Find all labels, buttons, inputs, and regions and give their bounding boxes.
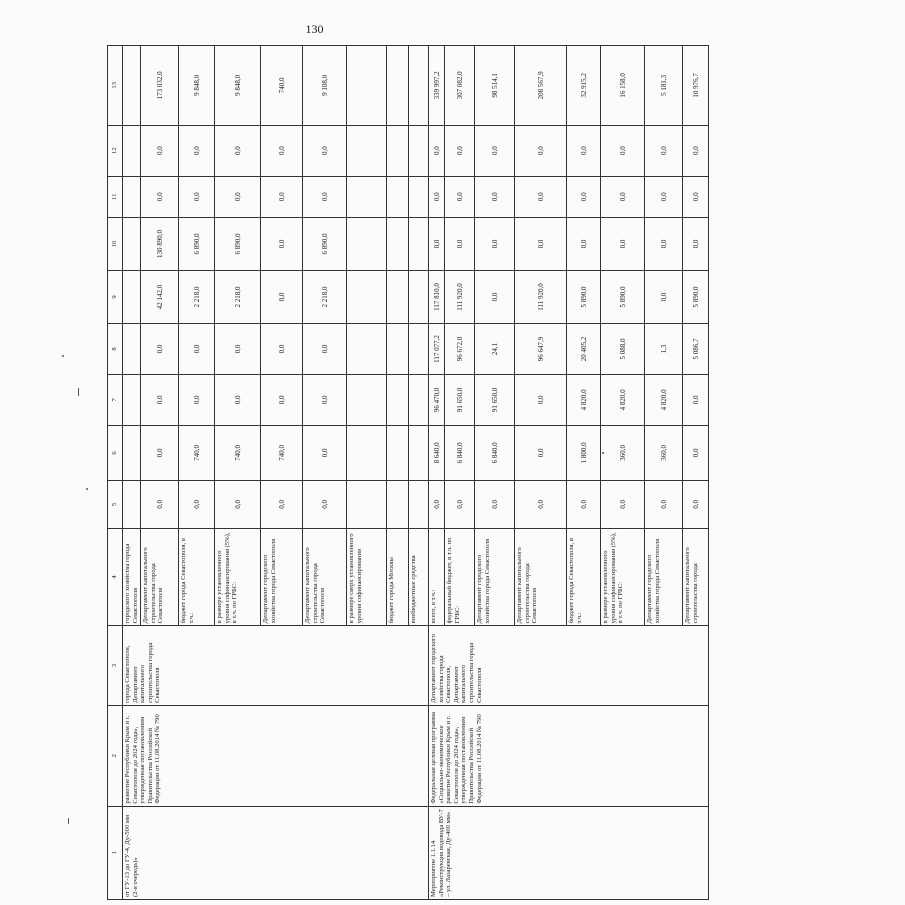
value-cell (409, 480, 429, 528)
value-cell (347, 425, 387, 480)
header-cell: 13 (108, 46, 123, 126)
table-cell-c1: Мероприятие 1.1.14 «Реконструкция водовода ВУ-7 – ул. Лазаревская, Ду-400 мм» (429, 806, 709, 899)
value-cell: 96 672,0 (445, 324, 475, 375)
value-cell (409, 425, 429, 480)
value-cell: 0,0 (567, 176, 601, 217)
value-cell (387, 176, 409, 217)
value-cell: 98 514,1 (475, 46, 515, 126)
value-cell: 0,0 (515, 480, 567, 528)
value-cell: 0,0 (601, 217, 645, 270)
header-cell: 7 (108, 374, 123, 425)
value-cell: 1,3 (645, 324, 683, 375)
value-cell: 0,0 (515, 176, 567, 217)
value-cell: 0,0 (303, 480, 347, 528)
value-cell (123, 46, 141, 126)
value-cell (409, 176, 429, 217)
value-cell: 96 647,9 (515, 324, 567, 375)
value-cell: 0,0 (683, 374, 709, 425)
value-cell: 0,0 (567, 125, 601, 176)
value-cell (123, 324, 141, 375)
value-cell (123, 374, 141, 425)
value-cell: 117 810,0 (429, 270, 445, 323)
funding-source-cell: Департамент капитального строительства города Севастополя (141, 528, 179, 626)
value-cell: 5 890,0 (601, 270, 645, 323)
header-cell: 9 (108, 270, 123, 323)
value-cell: 0,0 (261, 176, 303, 217)
header-cell: 11 (108, 176, 123, 217)
header-cell: 5 (108, 480, 123, 528)
value-cell: 0,0 (515, 125, 567, 176)
value-cell: 0,0 (261, 217, 303, 270)
funding-source-cell: в размере установленного уровня софинансирования (5%), в т.ч. по ГРБС: (601, 528, 645, 626)
value-cell: 6 840,0 (445, 425, 475, 480)
value-cell: 24,1 (475, 324, 515, 375)
value-cell: 9 108,0 (303, 46, 347, 126)
value-cell: 1 800,0 (567, 425, 601, 480)
value-cell: 0,0 (303, 324, 347, 375)
table-cell-c3: города Севастополя, Департамент капитального строительства города Севастополя (123, 626, 429, 706)
value-cell: 0,0 (141, 425, 179, 480)
value-cell (123, 176, 141, 217)
value-cell: 5 086,7 (683, 324, 709, 375)
value-cell: 0,0 (601, 480, 645, 528)
header-row (108, 46, 123, 900)
value-cell: 0,0 (515, 425, 567, 480)
value-cell: 0,0 (261, 374, 303, 425)
value-cell: 360,0 (645, 425, 683, 480)
value-cell: 173 032,0 (141, 46, 179, 126)
value-cell: 20 405,2 (567, 324, 601, 375)
value-cell: 0,0 (645, 270, 683, 323)
value-cell (409, 46, 429, 126)
funding-source-cell: бюджет города Москвы (387, 528, 409, 626)
value-cell: 6 890,0 (303, 217, 347, 270)
value-cell: 91 650,0 (445, 374, 475, 425)
value-cell: 0,0 (261, 125, 303, 176)
value-cell: 0,0 (141, 324, 179, 375)
funding-source-cell: внебюджетные средства (409, 528, 429, 626)
value-cell: 111 920,0 (445, 270, 475, 323)
value-cell: 0,0 (645, 125, 683, 176)
table-row (123, 46, 141, 900)
header-cell: 4 (108, 528, 123, 626)
value-cell: 0,0 (141, 480, 179, 528)
funding-source-cell: Департамент городского хозяйства города Севастополя (645, 528, 683, 626)
value-cell: 0,0 (215, 374, 261, 425)
value-cell (387, 374, 409, 425)
value-cell: 0,0 (429, 176, 445, 217)
value-cell: 4 820,0 (601, 374, 645, 425)
value-cell: 130 890,0 (141, 217, 179, 270)
value-cell (347, 176, 387, 217)
value-cell: 0,0 (475, 480, 515, 528)
value-cell: 740,0 (179, 425, 215, 480)
value-cell: 0,0 (303, 125, 347, 176)
funding-source-cell: в размере установленного уровня софинансирования (5%), в т.ч. по ГРБС: (215, 528, 261, 626)
value-cell: 0,0 (179, 125, 215, 176)
value-cell: 2 218,0 (215, 270, 261, 323)
value-cell (123, 125, 141, 176)
value-cell: 0,0 (445, 217, 475, 270)
value-cell: 0,0 (515, 374, 567, 425)
value-cell: 0,0 (683, 125, 709, 176)
value-cell: 0,0 (475, 176, 515, 217)
value-cell (387, 480, 409, 528)
value-cell: 0,0 (429, 480, 445, 528)
value-cell: 0,0 (567, 480, 601, 528)
value-cell: 9 848,0 (215, 46, 261, 126)
value-cell (347, 374, 387, 425)
value-cell (387, 425, 409, 480)
table-cell-c3: Департамент городского хозяйства города Севастополя, Департамент капитального строительства города Севастополя (429, 626, 709, 706)
scan-speck (86, 488, 88, 490)
value-cell: 0,0 (179, 374, 215, 425)
value-cell: 2 218,0 (303, 270, 347, 323)
value-cell: 91 650,0 (475, 374, 515, 425)
value-cell (409, 125, 429, 176)
header-cell: 6 (108, 425, 123, 480)
funding-source-cell: городского хозяйства города Севастополя (123, 528, 141, 626)
value-cell: 0,0 (261, 270, 303, 323)
value-cell (123, 217, 141, 270)
value-cell: 0,0 (179, 176, 215, 217)
value-cell: 5 890,0 (683, 270, 709, 323)
value-cell: 0,0 (645, 217, 683, 270)
value-cell (347, 270, 387, 323)
value-cell: 0,0 (179, 480, 215, 528)
value-cell: 9 848,0 (179, 46, 215, 126)
value-cell: 360,0 (601, 425, 645, 480)
scan-speck (68, 818, 69, 824)
funding-source-cell: бюджет города Севастополя, в т.ч.: (567, 528, 601, 626)
funding-source-cell: в размере сверх установленного уровня софинансирования (347, 528, 387, 626)
value-cell (409, 324, 429, 375)
value-cell (387, 46, 409, 126)
value-cell: 96 470,0 (429, 374, 445, 425)
value-cell: 0,0 (179, 324, 215, 375)
value-cell: 740,0 (261, 46, 303, 126)
value-cell (347, 46, 387, 126)
table-cell-c2: развитие Республики Крым и г. Севастополя до 2024 года», утвержденная постановлением Правительства Российской Федерации от 11.08.2014 № 790 (123, 705, 429, 806)
value-cell: 0,0 (475, 270, 515, 323)
value-cell (347, 217, 387, 270)
value-cell: 307 082,0 (445, 46, 475, 126)
value-cell: 0,0 (515, 217, 567, 270)
value-cell: 339 997,2 (429, 46, 445, 126)
value-cell (409, 374, 429, 425)
funding-source-cell: Департамент городского хозяйства города Севастополя (475, 528, 515, 626)
value-cell: 0,0 (445, 176, 475, 217)
value-cell: 6 890,0 (215, 217, 261, 270)
value-cell: 5 181,3 (645, 46, 683, 126)
value-cell: 32 915,2 (567, 46, 601, 126)
funding-source-cell: всего, в т.ч.: (429, 528, 445, 626)
header-cell: 8 (108, 324, 123, 375)
funding-source-cell: Департамент городского хозяйства города Севастополя (261, 528, 303, 626)
value-cell: 0,0 (141, 374, 179, 425)
table-row (429, 46, 445, 900)
value-cell (387, 270, 409, 323)
value-cell: 208 567,9 (515, 46, 567, 126)
value-cell: 8 640,0 (429, 425, 445, 480)
value-cell: 5 890,0 (567, 270, 601, 323)
value-cell: 2 218,0 (179, 270, 215, 323)
value-cell: 0,0 (445, 480, 475, 528)
value-cell: 0,0 (445, 125, 475, 176)
value-cell: 0,0 (141, 125, 179, 176)
value-cell: 6 890,0 (179, 217, 215, 270)
value-cell (347, 324, 387, 375)
value-cell: 16 158,0 (601, 46, 645, 126)
value-cell: 0,0 (645, 176, 683, 217)
scan-speck (78, 388, 79, 396)
value-cell: 6 840,0 (475, 425, 515, 480)
value-cell: 740,0 (261, 425, 303, 480)
value-cell: 0,0 (303, 425, 347, 480)
value-cell: 0,0 (683, 217, 709, 270)
value-cell: 0,0 (215, 324, 261, 375)
value-cell (123, 425, 141, 480)
table-cell-c1: от ГУ-13 до ГУ-4, Ду-500 мм (2-я очередь)» (123, 806, 429, 899)
financing-table (107, 45, 709, 900)
value-cell: 740,0 (215, 425, 261, 480)
value-cell: 111 920,0 (515, 270, 567, 323)
value-cell: 0,0 (567, 217, 601, 270)
table-cell-c2: Федеральная целевая программа «Социально-экономическое развитие Республики Крым и г. Севастополя до 2024 года», утвержденная постановлением Правительства Российской Федерации от 11.08.2014 № 790 (429, 705, 709, 806)
value-cell: 0,0 (645, 480, 683, 528)
header-cell: 1 (108, 806, 123, 899)
value-cell: 0,0 (215, 480, 261, 528)
value-cell: 0,0 (303, 176, 347, 217)
value-cell: 4 820,0 (645, 374, 683, 425)
funding-source-cell: бюджет города Севастополя, в т.ч.: (179, 528, 215, 626)
value-cell: 0,0 (429, 217, 445, 270)
value-cell: 0,0 (141, 176, 179, 217)
page-number: 130 (305, 22, 324, 36)
value-cell (347, 480, 387, 528)
header-cell: 10 (108, 217, 123, 270)
value-cell: 0,0 (429, 125, 445, 176)
value-cell: 0,0 (215, 125, 261, 176)
value-cell (387, 217, 409, 270)
value-cell (123, 270, 141, 323)
funding-source-cell: Департамент капитального строительства города (683, 528, 709, 626)
value-cell (387, 324, 409, 375)
header-cell: 3 (108, 626, 123, 706)
value-cell (347, 125, 387, 176)
funding-source-cell: федеральный бюджет, в т.ч. по ГРБС: (445, 528, 475, 626)
value-cell: 0,0 (475, 125, 515, 176)
scan-speck (602, 452, 604, 454)
value-cell: 42 142,0 (141, 270, 179, 323)
value-cell: 0,0 (601, 176, 645, 217)
scan-speck (62, 355, 64, 357)
value-cell: 0,0 (683, 425, 709, 480)
value-cell: 117 077,2 (429, 324, 445, 375)
value-cell (123, 480, 141, 528)
header-cell: 2 (108, 705, 123, 806)
value-cell: 10 976,7 (683, 46, 709, 126)
value-cell: 0,0 (303, 374, 347, 425)
funding-source-cell: Департамент капитального строительства города Севастополя (303, 528, 347, 626)
value-cell: 0,0 (683, 176, 709, 217)
value-cell: 0,0 (261, 324, 303, 375)
value-cell (409, 270, 429, 323)
funding-source-cell: Департамент капитального строительства города Севастополя (515, 528, 567, 626)
value-cell: 0,0 (261, 480, 303, 528)
value-cell: 0,0 (683, 480, 709, 528)
value-cell: 5 088,0 (601, 324, 645, 375)
value-cell (409, 217, 429, 270)
value-cell: 0,0 (475, 217, 515, 270)
header-cell: 12 (108, 125, 123, 176)
value-cell: 4 820,0 (567, 374, 601, 425)
value-cell: 0,0 (215, 176, 261, 217)
value-cell (387, 125, 409, 176)
value-cell: 0,0 (601, 125, 645, 176)
